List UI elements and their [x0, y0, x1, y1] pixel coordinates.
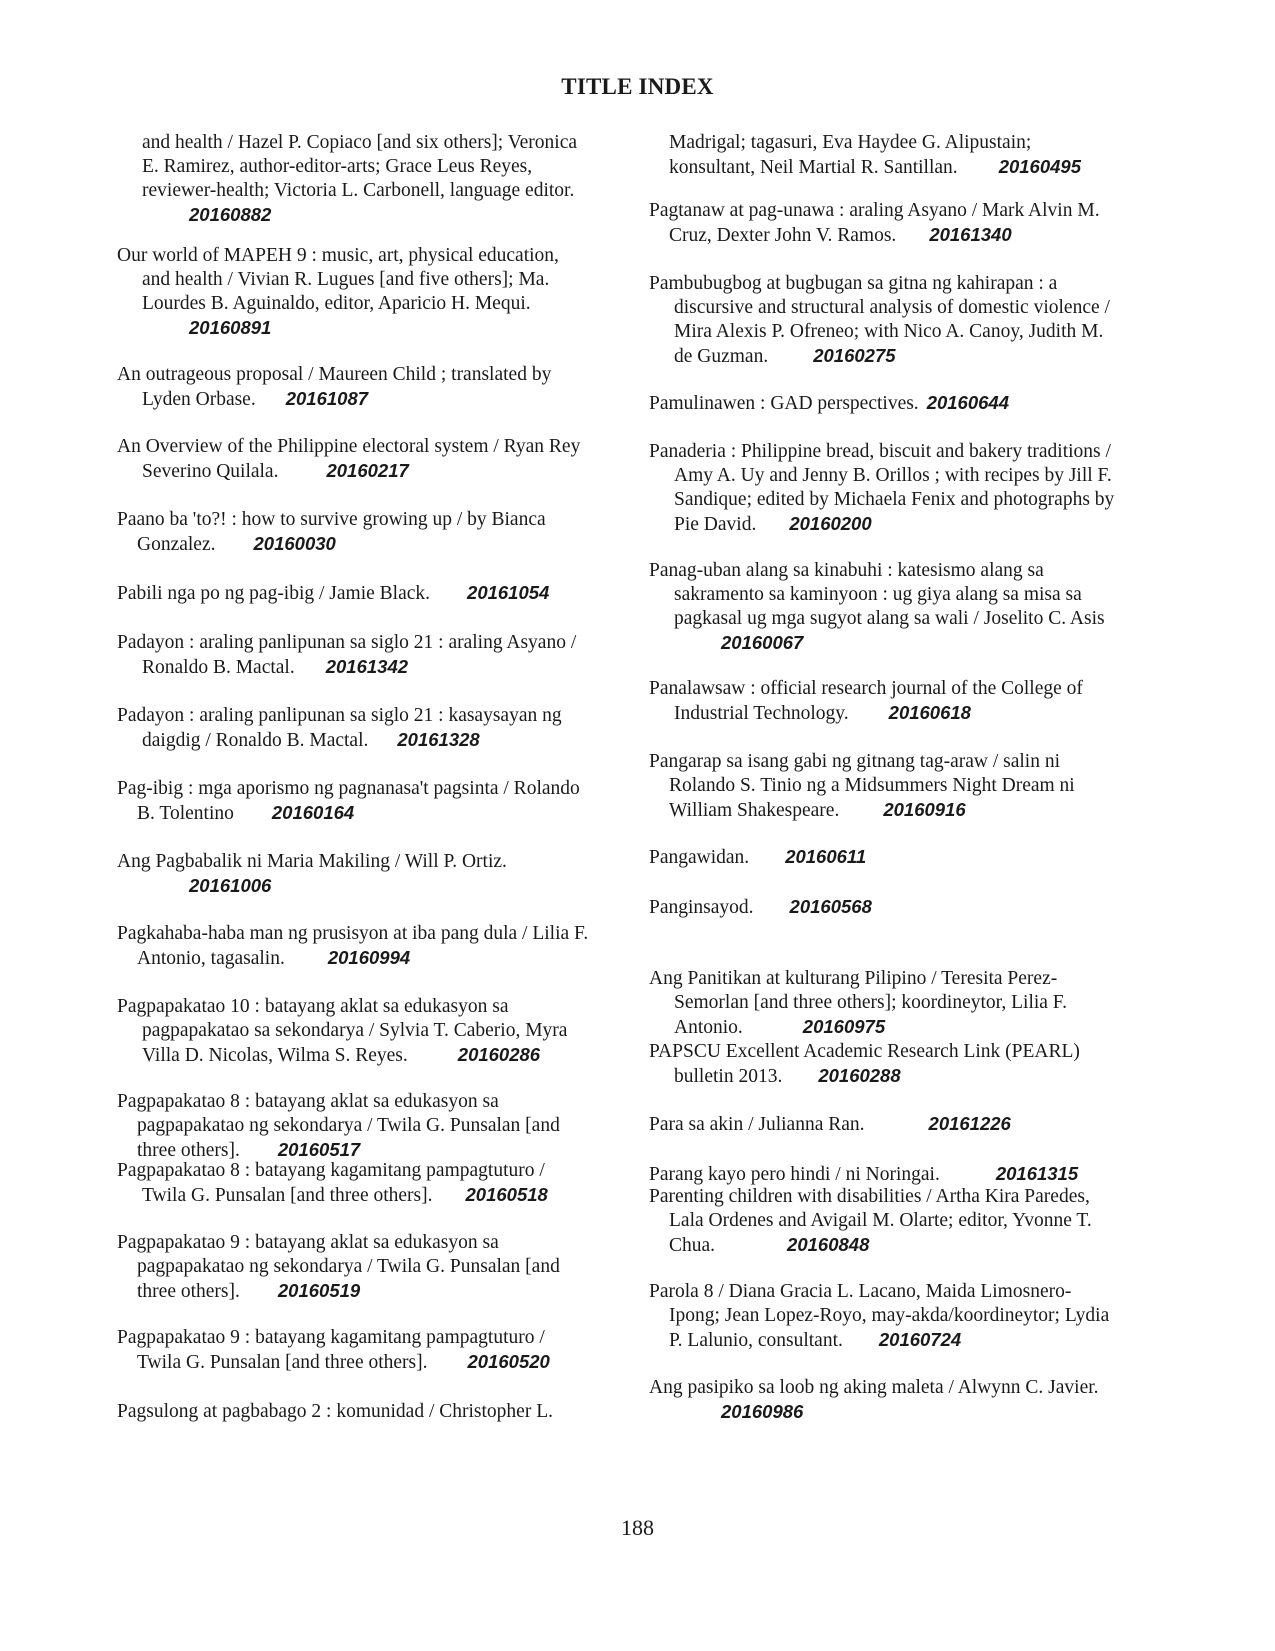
entry-text: Pagpapakatao 9 : batayang aklat sa edukasyon sa: [117, 1232, 499, 1253]
accession-number: 20160217: [326, 460, 409, 481]
entry-text: Paano ba 'to?! : how to survive growing up / by Bianca: [117, 509, 546, 530]
index-entry: [649, 750, 1169, 823]
accession-number: 20160200: [789, 513, 872, 534]
entry-text: Ronaldo B. Mactal.: [142, 657, 295, 678]
entry-text: Pangarap sa isang gabi ng gitnang tag-araw / salin ni: [649, 751, 1061, 772]
entry-text: konsultant, Neil Martial R. Santillan.: [669, 157, 958, 178]
index-entry: [649, 845, 1169, 870]
entry-text: Pag-ibig : mga aporismo ng pagnanasa't pagsinta / Rolando: [117, 778, 580, 799]
accession-number: 20160067: [721, 632, 804, 653]
entry-text: Rolando S. Tinio ng a Midsummers Night Dream ni: [669, 775, 1075, 796]
entry-text: Antonio, tagasalin.: [137, 948, 285, 969]
index-entry: [649, 272, 1169, 369]
index-entry: [117, 131, 637, 228]
entry-text: Panalawsaw : official research journal of the College of: [649, 678, 1083, 699]
page-number: 188: [621, 1515, 654, 1540]
entry-text: bulletin 2013.: [674, 1066, 783, 1087]
accession-number: 20161342: [325, 656, 409, 677]
index-entry: [649, 1162, 1169, 1187]
accession-number: 20160891: [189, 317, 272, 338]
entry-text: Pagkahaba-haba man ng prusisyon at iba pang dula / Lilia F.: [117, 923, 589, 944]
accession-number: 20160994: [327, 947, 411, 968]
index-entry: [117, 1159, 637, 1208]
accession-number: 20160517: [277, 1139, 361, 1160]
index-entry: [649, 199, 1169, 248]
entry-text: Padayon : araling panlipunan sa siglo 21 : araling Asyano /: [117, 632, 577, 653]
entry-text: Industrial Technology.: [674, 703, 849, 724]
accession-number: 20160518: [465, 1184, 548, 1205]
index-entry: [649, 1112, 1169, 1137]
accession-number: 20161006: [189, 875, 272, 896]
index-entry: [649, 1040, 1169, 1089]
entry-text: de Guzman.: [674, 346, 769, 367]
entry-text: Ang Pagbabalik ni Maria Makiling / Will P. Ortiz.: [117, 851, 507, 872]
entry-text: Para sa akin / Julianna Ran.: [649, 1114, 865, 1135]
entry-text: Pie David.: [674, 514, 757, 535]
accession-number: 20161328: [397, 729, 480, 750]
accession-number: 20160275: [813, 345, 896, 366]
accession-number: 20160618: [888, 702, 971, 723]
entry-text: Ang pasipiko sa loob ng aking maleta / Alwynn C. Javier.: [649, 1377, 1099, 1398]
index-entry: [117, 1326, 637, 1375]
accession-number: 20160519: [277, 1280, 361, 1301]
index-entry: [117, 435, 637, 484]
index-entry: [649, 677, 1169, 726]
entry-text: Pagpapakatao 8 : batayang kagamitang pampagtuturo /: [117, 1160, 545, 1181]
entry-text: Padayon : araling panlipunan sa siglo 21 : kasaysayan ng: [117, 705, 562, 726]
entry-text: reviewer-health; Victoria L. Carbonell, language editor.: [142, 180, 575, 201]
accession-number: 20160495: [998, 156, 1081, 177]
index-entry: [649, 1185, 1169, 1258]
accession-number: 20160611: [785, 846, 867, 867]
index-entry: [117, 850, 637, 899]
index-entry: [649, 131, 1169, 180]
entry-text: and health / Vivian R. Lugues [and five others]; Ma.: [142, 269, 550, 290]
accession-number: 20160916: [883, 799, 966, 820]
index-entry: [649, 559, 1169, 656]
accession-number: 20160644: [926, 392, 1009, 413]
entry-text: Sandique; edited by Michaela Fenix and photographs by: [674, 489, 1115, 510]
entry-text: Panaderia : Philippine bread, biscuit and bakery traditions /: [649, 441, 1111, 462]
entry-text: Twila G. Punsalan [and three others].: [142, 1185, 433, 1206]
index-entry: [117, 1400, 637, 1424]
entry-text: Cruz, Dexter John V. Ramos.: [669, 225, 897, 246]
entry-text: Ipong; Jean Lopez-Royo, may-akda/koordineytor; Lydia: [669, 1305, 1110, 1326]
entry-text: Lala Ordenes and Avigail M. Olarte; editor, Yvonne T.: [669, 1210, 1092, 1231]
index-entry: [649, 967, 1169, 1040]
accession-number: 20160975: [802, 1016, 886, 1037]
accession-number: 20160986: [721, 1401, 804, 1422]
accession-number: 20160568: [789, 896, 872, 917]
entry-text: Severino Quilala.: [142, 461, 279, 482]
entry-text: Pangawidan.: [649, 847, 750, 868]
entry-text: Pagsulong at pagbabago 2 : komunidad / Christopher L.: [117, 1401, 553, 1422]
entry-text: Pambubugbog at bugbugan sa gitna ng kahirapan : a: [649, 273, 1058, 294]
entry-text: Panag-uban alang sa kinabuhi : katesismo alang sa: [649, 560, 1044, 581]
accession-number: 20161087: [285, 388, 369, 409]
accession-number: 20160288: [818, 1065, 901, 1086]
index-entry: [117, 922, 637, 971]
index-entry: [117, 1231, 637, 1304]
index-entry: [117, 508, 637, 557]
entry-text: Panginsayod.: [649, 897, 754, 918]
entry-text: Mira Alexis P. Ofreneo; with Nico A. Canoy, Judith M.: [674, 321, 1104, 342]
entry-text: pagpapakatao ng sekondarya / Twila G. Punsalan [and: [137, 1115, 560, 1136]
entry-text: Parang kayo pero hindi / ni Noringai.: [649, 1164, 940, 1185]
entry-text: B. Tolentino: [137, 803, 234, 824]
entry-text: Gonzalez.: [137, 534, 216, 555]
entry-text: Lourdes B. Aguinaldo, editor, Aparicio H. Mequi.: [142, 293, 531, 314]
index-entry: [117, 244, 637, 341]
entry-text: Our world of MAPEH 9 : music, art, physical education,: [117, 245, 559, 266]
entry-text: pagkasal ug mga sugyot alang sa wali / Joselito C. Asis: [674, 608, 1105, 629]
index-entry: [649, 440, 1169, 537]
entry-text: Pabili nga po ng pag-ibig / Jamie Black.: [117, 583, 431, 604]
entry-text: Antonio.: [674, 1017, 743, 1038]
entry-text: Villa D. Nicolas, Wilma S. Reyes.: [142, 1045, 408, 1066]
accession-number: 20161340: [929, 224, 1012, 245]
entry-text: three others].: [137, 1140, 240, 1161]
accession-number: 20160164: [271, 802, 355, 823]
page-title: TITLE INDEX: [561, 74, 714, 99]
entry-text: pagpapakatao ng sekondarya / Twila G. Punsalan [and: [137, 1256, 560, 1277]
entry-text: Lyden Orbase.: [142, 389, 256, 410]
accession-number: 20160286: [457, 1044, 541, 1065]
accession-number: 20161054: [467, 582, 550, 603]
entry-text: sakramento sa kaminyoon : ug giya alang sa misa sa: [674, 584, 1082, 605]
index-entry: [117, 704, 637, 753]
entry-text: Pagpapakatao 9 : batayang kagamitang pampagtuturo /: [117, 1327, 545, 1348]
entry-text: Parenting children with disabilities / Artha Kira Paredes,: [649, 1186, 1090, 1207]
entry-text: daigdig / Ronaldo B. Mactal.: [142, 730, 369, 751]
entry-text: Ang Panitikan at kulturang Pilipino / Teresita Perez-: [649, 968, 1058, 989]
entry-text: Pagtanaw at pag-unawa : araling Asyano / Mark Alvin M.: [649, 200, 1100, 221]
entry-text: and health / Hazel P. Copiaco [and six others]; Veronica: [142, 132, 578, 153]
entry-text: Chua.: [669, 1235, 716, 1256]
entry-text: E. Ramirez, author-editor-arts; Grace Leus Reyes,: [142, 156, 533, 177]
index-entry: [649, 1280, 1169, 1353]
entry-text: Pagpapakatao 10 : batayang aklat sa edukasyon sa: [117, 996, 509, 1017]
index-entry: [117, 631, 637, 680]
entry-text: PAPSCU Excellent Academic Research Link (PEARL): [649, 1041, 1080, 1062]
entry-text: discursive and structural analysis of domestic violence /: [674, 297, 1110, 318]
index-entry: [649, 391, 1169, 416]
index-entry: [117, 1090, 637, 1163]
accession-number: 20160848: [787, 1234, 870, 1255]
index-entry: [117, 363, 637, 412]
entry-text: Semorlan [and three others]; koordineytor, Lilia F.: [674, 992, 1067, 1013]
index-entry: [117, 995, 637, 1068]
entry-text: An outrageous proposal / Maureen Child ; translated by: [117, 364, 552, 385]
accession-number: 20161226: [928, 1113, 1011, 1134]
entry-text: P. Lalunio, consultant.: [669, 1330, 843, 1351]
accession-number: 20161315: [995, 1163, 1079, 1184]
index-entry: [649, 1376, 1169, 1425]
entry-text: Parola 8 / Diana Gracia L. Lacano, Maida Limosnero-: [649, 1281, 1072, 1302]
entry-text: An Overview of the Philippine electoral system / Ryan Rey: [117, 436, 581, 457]
entry-text: Twila G. Punsalan [and three others].: [137, 1352, 428, 1373]
entry-text: William Shakespeare.: [669, 800, 840, 821]
entry-text: three others].: [137, 1281, 240, 1302]
index-entry: [117, 581, 637, 606]
entry-text: Pamulinawen : GAD perspectives.: [649, 393, 919, 414]
accession-number: 20160030: [253, 533, 336, 554]
accession-number: 20160520: [467, 1351, 550, 1372]
accession-number: 20160882: [189, 204, 272, 225]
entry-text: Madrigal; tagasuri, Eva Haydee G. Alipustain;: [669, 132, 1032, 153]
entry-text: Pagpapakatao 8 : batayang aklat sa edukasyon sa: [117, 1091, 499, 1112]
entry-text: Amy A. Uy and Jenny B. Orillos ; with recipes by Jill F.: [674, 465, 1112, 486]
accession-number: 20160724: [878, 1329, 962, 1350]
index-entry: [117, 777, 637, 826]
index-entry: [649, 895, 1169, 920]
entry-text: pagpapakatao sa sekondarya / Sylvia T. Caberio, Myra: [142, 1020, 568, 1041]
